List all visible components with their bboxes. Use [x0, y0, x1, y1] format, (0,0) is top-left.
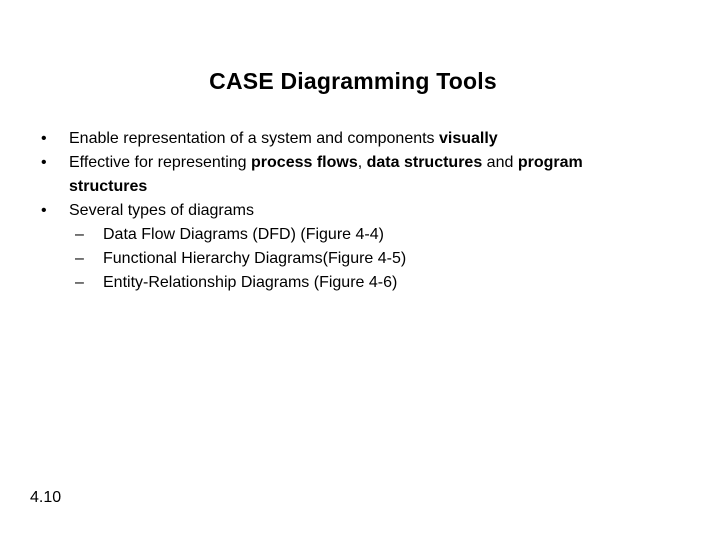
bullet-text: , — [357, 154, 367, 171]
bullet-text: and — [482, 154, 518, 171]
bullet-item — [0, 199, 659, 223]
sub-bullet-text: Functional Hierarchy Diagrams(Figure 4-5) — [103, 250, 407, 267]
sub-bullet-text: Entity-Relationship Diagrams (Figure 4-6) — [103, 274, 398, 291]
bullet-list — [0, 127, 720, 295]
bullet-text-emphasis: data structures — [366, 154, 483, 171]
bullet-text: Effective for representing — [69, 154, 252, 171]
bullet-text-emphasis: visually — [439, 130, 498, 147]
sub-bullet-item — [0, 271, 720, 295]
bullet-item — [0, 151, 659, 199]
sub-bullet-marker: – — [75, 226, 84, 243]
bullet-marker: • — [41, 130, 47, 147]
bullet-text: Several types of diagrams — [69, 202, 254, 219]
bullet-marker: • — [41, 154, 47, 171]
bullet-item — [0, 127, 659, 151]
bullet-marker: • — [41, 202, 47, 219]
sub-bullet-item — [0, 223, 720, 247]
sub-bullet-marker: – — [75, 250, 84, 267]
sub-bullet-item — [0, 247, 720, 271]
bullet-text-emphasis: process flows — [251, 154, 358, 171]
bullet-text-emphasis: program structures — [69, 154, 583, 195]
page-number: 4.10 — [30, 489, 62, 506]
slide-title: CASE Diagramming Tools — [209, 68, 497, 94]
sub-bullet-marker: – — [75, 274, 84, 291]
sub-bullet-text: Data Flow Diagrams (DFD) (Figure 4-4) — [103, 226, 384, 243]
bullet-text: Enable representation of a system and components — [69, 130, 439, 147]
